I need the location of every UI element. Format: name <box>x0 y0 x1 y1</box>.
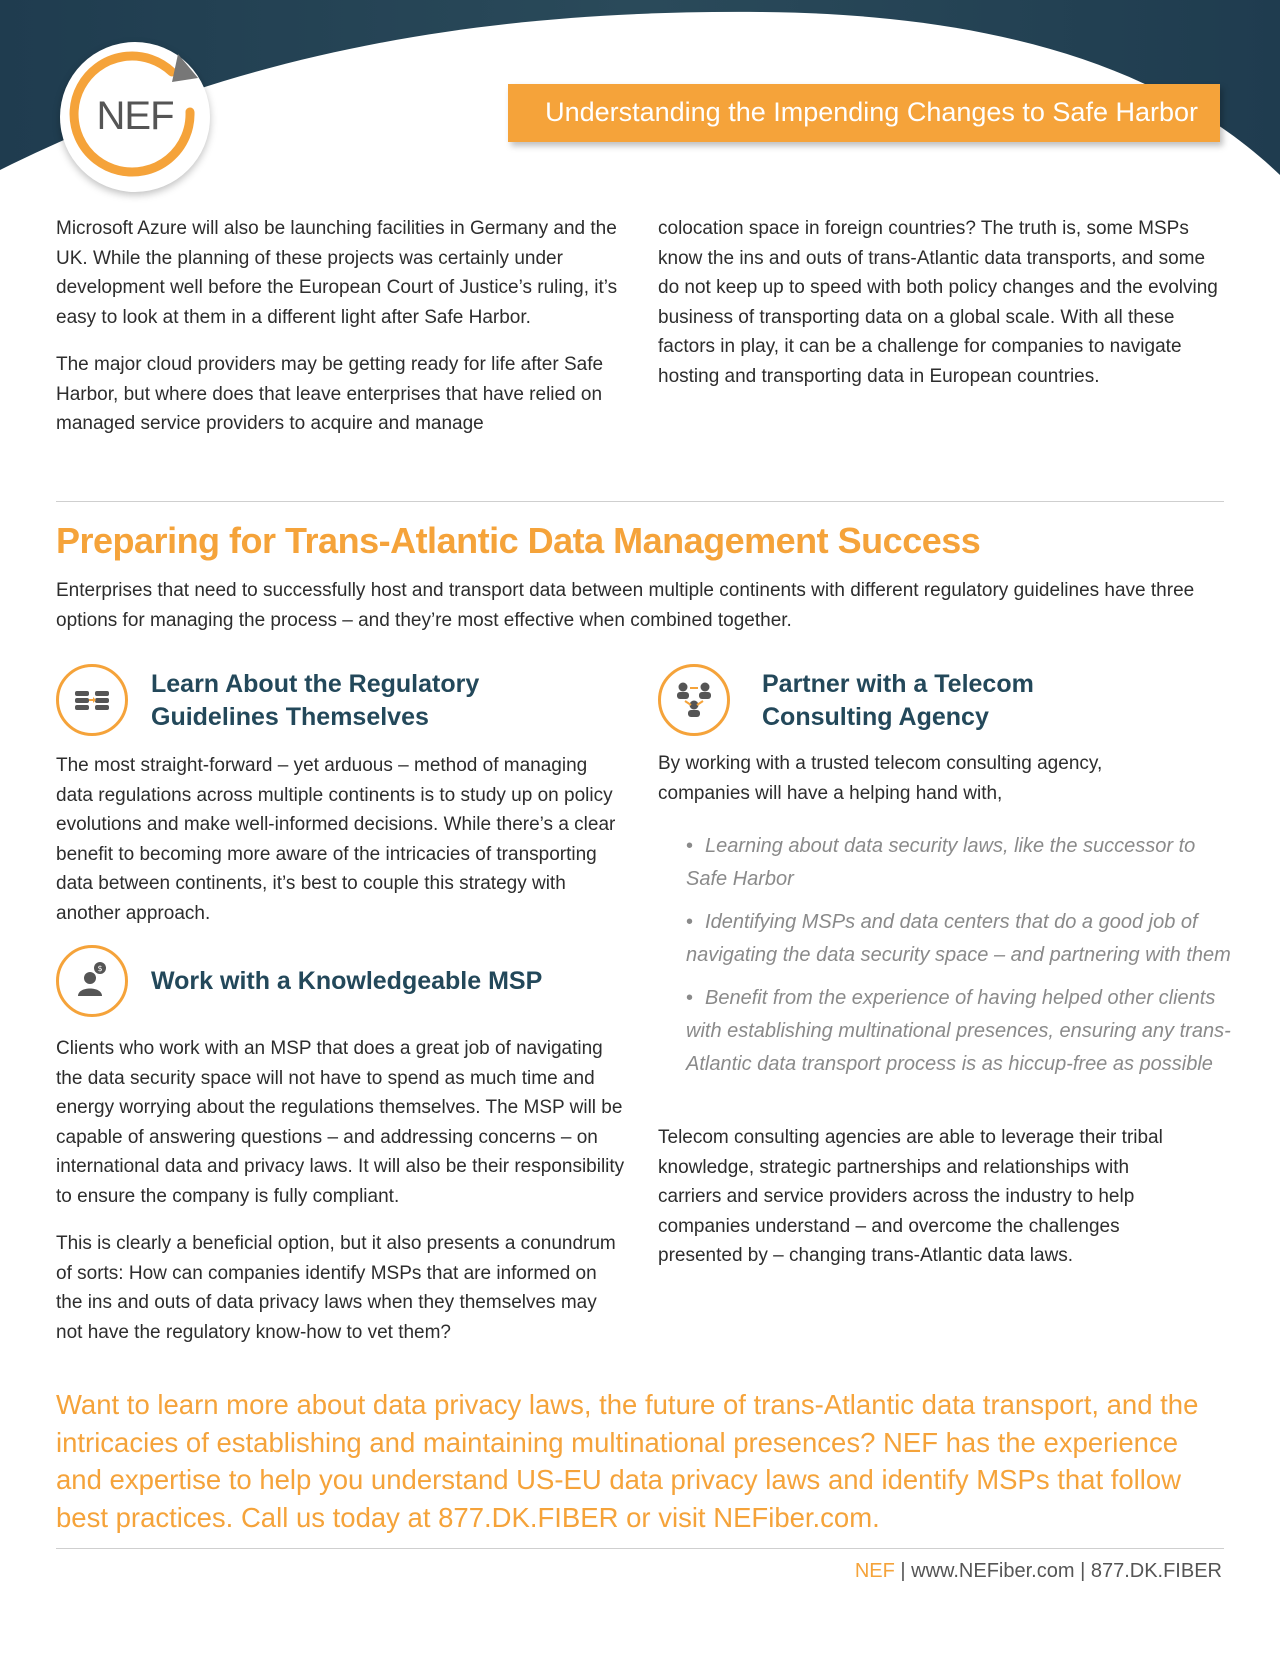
list-item <box>686 982 1236 1081</box>
list-item <box>686 906 1236 972</box>
top-left-paragraph: The major cloud providers may be getting ready for life after Safe Harbor, but where does that leave enterprises that have relied on managed service providers to acquire and manage <box>56 354 604 434</box>
bullet-text: Identifying MSPs and data centers that do a good job of navigating the data security space – and partnering with them <box>686 911 1231 966</box>
bullet-text: Learning about data security laws, like the successor to Safe Harbor <box>686 835 1196 890</box>
partner-heading-line: Consulting Agency <box>762 703 989 731</box>
learn-heading-line: Guidelines Themselves <box>151 703 429 731</box>
bullet-icon: • <box>686 911 694 933</box>
learn-heading-line: Learn About the Regulatory <box>151 670 480 698</box>
call-to-action: Want to learn more about data privacy laws, the future of trans-Atlantic data transport, and the intricacies of establishing and maintaining multinational presences? NEF has the experience and expertise to help you understand US-EU data privacy laws and identify MSPs that follow best practices. Call us today at 877.DK.FIBER or visit NEFiber.com. <box>56 1389 1199 1533</box>
footer-phone[interactable]: 877.DK.FIBER <box>1090 1560 1222 1582</box>
partner-closing-text: Telecom consulting agencies are able to leverage their tribal knowledge, strategic partnerships and relationships with carriers and service providers across the industry to help companies understand – and overcome the challenges presented by – changing trans-Atlantic data laws. <box>658 1127 1163 1266</box>
footer-separator: | <box>1074 1560 1091 1582</box>
partner-heading-line: Partner with a Telecom <box>762 670 1034 698</box>
learn-paragraph: The most straight-forward – yet arduous – method of managing data regulations across multiple continents is to study up on policy evolutions and make well-informed decisions. While there’s a clear benefit to becoming more aware of the intricacies of transporting data between continents, it’s best to couple this strategy with another approach. <box>56 755 616 924</box>
top-right-column <box>658 214 1228 409</box>
partner-intro <box>658 749 1178 826</box>
svg-text:$: $ <box>97 964 103 973</box>
team-network-icon <box>658 664 730 736</box>
top-left-column <box>56 214 622 457</box>
msp-paragraph: This is clearly a beneficial option, but it also presents a conundrum of sorts: How can companies identify MSPs that are informed on the ins and outs of data privacy laws when they themselves may not have the regulatory know-how to vet them? <box>56 1233 616 1343</box>
bullet-icon: • <box>686 835 694 857</box>
partner-closing <box>658 1123 1178 1289</box>
list-item <box>686 830 1236 896</box>
nef-logo[interactable] <box>60 42 210 192</box>
partner-heading <box>762 668 1034 734</box>
top-left-paragraph: Microsoft Azure will also be launching facilities in Germany and the UK. While the planning of these projects was certainly under development well before the European Court of Justice’s ruling, it’s easy to look at them in a different light after Safe Harbor. <box>56 218 618 328</box>
section-title: Preparing for Trans-Atlantic Data Management Success <box>56 520 981 561</box>
banner-title: Understanding the Impending Changes to Safe Harbor <box>545 97 1198 127</box>
learn-heading <box>151 668 479 734</box>
footer-separator: | <box>894 1560 912 1582</box>
title-banner <box>508 84 1220 142</box>
footer-brand: NEF <box>854 1560 895 1582</box>
partner-intro-text: By working with a trusted telecom consulting agency, companies will have a helping hand with, <box>658 753 1103 804</box>
footer-divider <box>56 1548 1224 1549</box>
footer <box>855 1560 1222 1583</box>
partner-bullet-list <box>686 830 1236 1091</box>
section-intro: Enterprises that need to successfully host and transport data between multiple continents with different regulatory guidelines have three options for managing the process – and they’re most effective when combined together. <box>56 580 1195 631</box>
learn-body <box>56 751 628 946</box>
msp-body <box>56 1034 628 1365</box>
msp-heading: Work with a Knowledgeable MSP <box>151 967 543 995</box>
bullet-text: Benefit from the experience of having helped other clients with establishing multinational presences, ensuring any trans-Atlantic data transport process is as hiccup-free as possible <box>686 987 1231 1075</box>
section-divider <box>56 501 1224 502</box>
person-money-icon <box>56 945 128 1017</box>
footer-website-link[interactable]: www.NEFiber.com <box>911 1560 1075 1582</box>
top-right-paragraph: colocation space in foreign countries? The truth is, some MSPs know the ins and outs of trans-Atlantic data transports, and some do not keep up to speed with both policy changes and the evolving business of transporting data on a global scale. With all these factors in play, it can be a challenge for companies to navigate hosting and transporting data in European countries. <box>658 218 1218 387</box>
bullet-icon: • <box>686 987 694 1009</box>
msp-paragraph: Clients who work with an MSP that does a great job of navigating the data security space will not have to spend as much time and energy worrying about the regulations themselves. The MSP will be capable of answering questions – and addressing concerns – on international data and privacy laws. It will also be their responsibility to ensure the company is fully compliant. <box>56 1038 625 1207</box>
logo-text: NEF <box>96 94 174 138</box>
database-transfer-icon <box>56 664 128 736</box>
